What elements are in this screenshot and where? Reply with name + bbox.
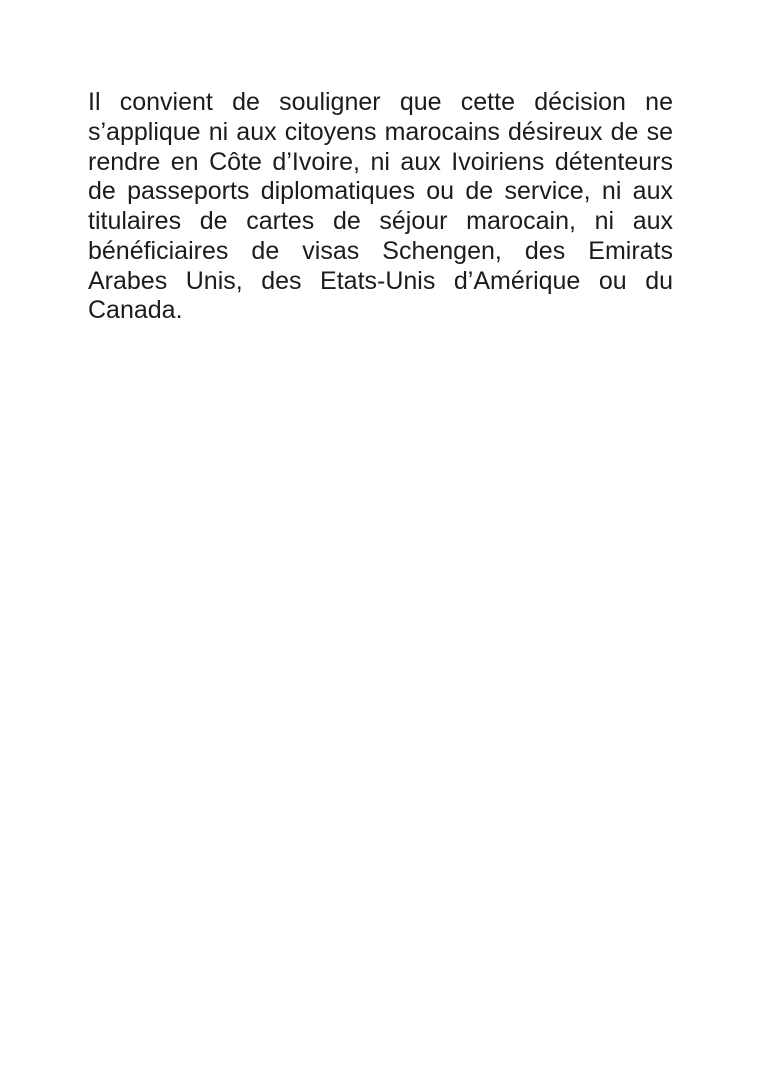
- paragraph-line: Arabes Unis, des Etats-Unis d’Amérique ou du: [88, 266, 673, 295]
- paragraph-line: de passeports diplomatiques ou de service, ni aux: [88, 177, 673, 206]
- paragraph-line: titulaires de cartes de séjour marocain, ni aux: [88, 207, 673, 235]
- paragraph-line: Canada.: [88, 296, 183, 325]
- notice-paragraph: [88, 88, 673, 326]
- paragraph-line: bénéficiaires de visas Schengen, des Emirats: [88, 236, 673, 265]
- paragraph-line: s’applique ni aux citoyens marocains désireux de se: [88, 117, 673, 146]
- paragraph-line: rendre en Côte d’Ivoire, ni aux Ivoiriens détenteurs: [88, 147, 673, 176]
- paragraph-line: Il convient de souligner que cette décision ne: [88, 88, 673, 116]
